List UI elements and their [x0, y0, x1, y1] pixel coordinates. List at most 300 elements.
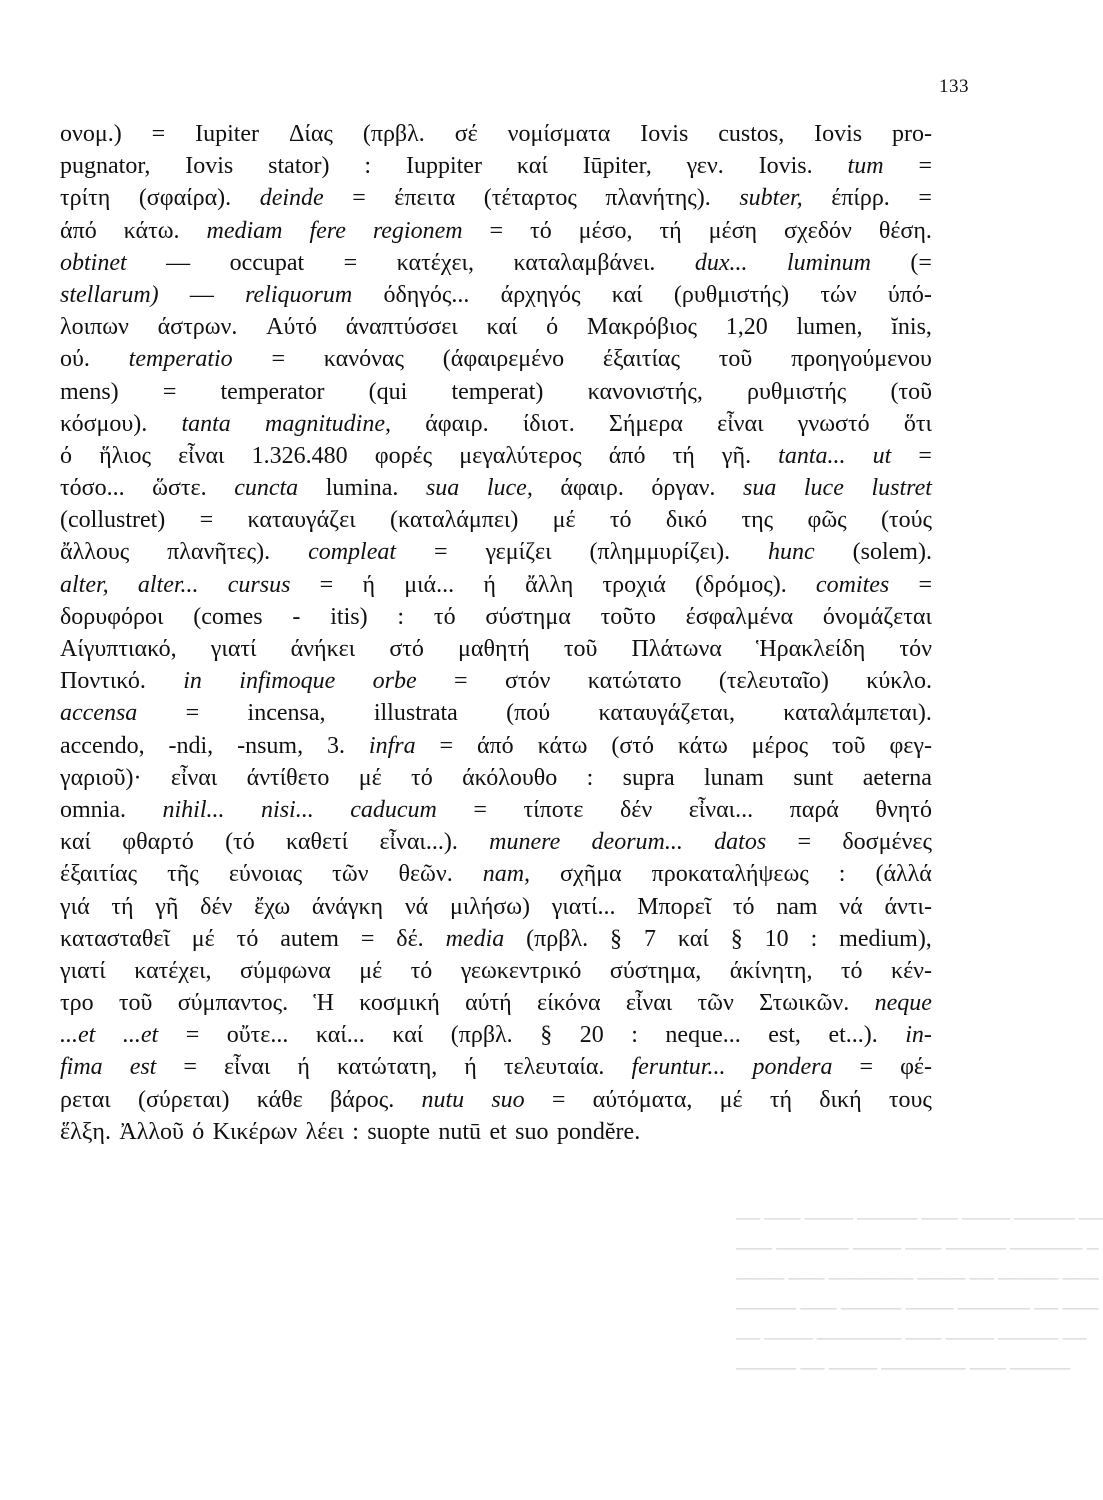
word: nutū	[438, 1118, 482, 1145]
word: τό	[530, 217, 552, 244]
word: καί	[486, 314, 518, 341]
word: εἶναι	[178, 442, 225, 469]
word: 3.	[327, 732, 345, 759]
word: προκαταλήψεως	[651, 861, 809, 888]
word: (πρβλ.	[450, 1022, 513, 1049]
word: medium),	[839, 925, 932, 952]
word: =	[185, 1022, 200, 1049]
word: τοῦ	[718, 346, 753, 373]
word: κύκλο.	[866, 668, 932, 695]
text-line	[60, 1019, 932, 1051]
word: τῆς	[167, 861, 199, 888]
word: φεγ-	[889, 732, 932, 759]
latin-term: compleat	[308, 539, 397, 566]
latin-term: subter,	[739, 185, 803, 212]
text-line	[60, 408, 932, 440]
word: δέ.	[396, 925, 424, 952]
word: (πλημμυρίζει).	[589, 539, 731, 566]
word: σύστημα	[485, 603, 571, 630]
word: 10	[764, 925, 789, 952]
word: ή	[362, 571, 375, 598]
word: :	[586, 764, 594, 791]
word: άκόλουθο	[462, 764, 558, 791]
word: μιλήσω)	[449, 893, 530, 920]
word: =	[151, 121, 166, 147]
word: τή	[769, 1086, 793, 1113]
word: =	[433, 539, 448, 566]
word: μέρος	[751, 732, 809, 759]
word: =	[918, 442, 932, 469]
word: καί	[677, 925, 709, 952]
latin-term: cuncta	[234, 475, 299, 502]
word: τελευταία.	[503, 1054, 605, 1081]
word: stator)	[268, 153, 330, 180]
word: ύπό-	[887, 281, 932, 308]
latin-term: datos	[714, 829, 767, 856]
text-line	[60, 536, 932, 568]
latin-term: reliquorum	[245, 281, 353, 308]
latin-term: alter,	[60, 571, 109, 598]
word: ό	[546, 314, 559, 341]
word: γεν.	[686, 153, 724, 180]
word: Iovis.	[758, 153, 813, 180]
latin-term: tanta	[181, 410, 231, 437]
text-line	[60, 762, 932, 794]
word: (qui	[368, 378, 408, 405]
text-line	[60, 569, 932, 601]
latin-term: sua	[425, 475, 460, 502]
text-line	[60, 376, 932, 408]
word: ἄλλη	[525, 571, 574, 598]
word: φορές	[374, 442, 433, 469]
word: 20	[579, 1022, 604, 1049]
word: τῶν	[332, 861, 369, 888]
commentary-text	[60, 118, 932, 1148]
word: §	[730, 925, 743, 952]
word: τό	[410, 957, 433, 984]
word: illustrata	[373, 700, 458, 727]
latin-term: fima	[60, 1054, 103, 1081]
word: (πρβλ.	[362, 121, 425, 147]
word: καί	[611, 281, 643, 308]
word: accendo,	[60, 732, 145, 759]
latin-term: orbe	[372, 668, 417, 695]
word: καταυγάζεται,	[598, 700, 735, 727]
word: γεμίζει	[485, 539, 552, 566]
word: εἶναι	[717, 410, 764, 437]
word: Iovis	[640, 121, 689, 147]
word: τό	[609, 507, 632, 534]
word: της	[741, 507, 774, 534]
word: Δίας	[288, 121, 333, 147]
word: αύτόματα,	[592, 1086, 693, 1113]
word: μέ	[719, 1086, 743, 1113]
word: mens)	[60, 378, 119, 405]
word: =	[185, 700, 200, 727]
word: κοσμική	[359, 990, 440, 1017]
word: δική	[819, 1086, 862, 1113]
word: άκίνητη,	[729, 957, 813, 984]
word: σύστημα,	[609, 957, 702, 984]
word: γιατί	[210, 636, 257, 662]
word: εύνοιας	[228, 861, 303, 888]
word: έξαιτίας	[602, 346, 680, 373]
word: (=	[910, 249, 932, 276]
word: (τό	[225, 829, 255, 856]
latin-term: sua	[742, 475, 777, 502]
word: :	[352, 1118, 359, 1145]
word: άρχηγός	[500, 281, 581, 308]
word: δικό	[665, 507, 708, 534]
latin-term: obtinet	[60, 249, 127, 276]
word: lumina.	[325, 475, 399, 502]
word: pro-	[892, 121, 932, 147]
word: μέ	[191, 925, 215, 952]
text-line	[60, 794, 932, 826]
word: Iovis	[814, 121, 863, 147]
word: Ἡρακλείδη	[756, 636, 866, 662]
text-line	[60, 826, 932, 858]
word: κατώτατο	[587, 668, 682, 695]
latin-term: dux...	[694, 249, 748, 276]
text-line	[60, 150, 932, 182]
word: πλανήτης).	[605, 185, 711, 212]
word: =	[859, 1054, 874, 1081]
word: γαριοῦ)·	[60, 764, 142, 791]
word: τό	[236, 925, 259, 952]
word: στόν	[504, 668, 551, 695]
word: άνήκει	[290, 636, 356, 662]
text-line	[60, 440, 932, 472]
word: supra	[622, 764, 675, 791]
word: όργαν.	[651, 475, 716, 502]
latin-term: stellarum)	[60, 281, 159, 308]
word: άπό	[476, 732, 514, 759]
word: εἶναι	[625, 990, 673, 1017]
word: neque...	[665, 1022, 741, 1049]
word: καταυγάζει	[247, 507, 356, 534]
latin-term: nisi...	[261, 796, 314, 823]
word: (τέταρτος	[483, 185, 577, 212]
word: ρυθμιστής	[746, 378, 847, 405]
word: μέσο,	[578, 217, 633, 244]
word: (τούς	[880, 507, 932, 534]
latin-term: nutu	[421, 1086, 465, 1113]
word: τόσο...	[60, 475, 125, 502]
word: κατέχει,	[396, 249, 475, 276]
word: ή	[464, 1054, 477, 1081]
word: est,	[768, 1022, 801, 1049]
word: =	[360, 925, 375, 952]
word: (σύρεται)	[137, 1086, 230, 1113]
word: τοῦ	[118, 990, 153, 1017]
word: νά	[839, 893, 863, 920]
word: προηγούμενου	[791, 346, 932, 373]
word: κάτω.	[123, 217, 180, 244]
word: Αύτό	[266, 314, 317, 341]
word: =	[271, 346, 285, 373]
word: =	[343, 249, 358, 276]
word: =	[162, 378, 177, 405]
latin-term: in-	[905, 1022, 932, 1049]
text-line	[60, 1116, 932, 1148]
word: :	[838, 861, 846, 888]
word: suopte	[367, 1118, 430, 1145]
word: Σήμερα	[608, 410, 683, 437]
text-line	[60, 1051, 932, 1083]
word: :	[397, 603, 405, 630]
word: ή	[297, 1054, 310, 1081]
text-line	[60, 858, 932, 890]
word: άντι-	[884, 893, 932, 920]
latin-term: ...et	[60, 1022, 96, 1049]
word: άνάγκη	[311, 893, 384, 920]
word: τών	[820, 281, 857, 308]
word: τοῦτο	[600, 603, 656, 630]
word: itis)	[330, 603, 368, 630]
word: temperat)	[451, 378, 544, 405]
latin-term: munere	[489, 829, 561, 856]
word: κάθε	[256, 1086, 303, 1113]
word: ού.	[60, 346, 90, 373]
word: τό	[732, 893, 755, 920]
text-line	[60, 504, 932, 536]
word: αύτή	[465, 990, 512, 1017]
latin-term: ut	[872, 442, 892, 469]
word: =	[319, 571, 334, 598]
word: ὥστε.	[152, 475, 207, 502]
word: (solem).	[852, 539, 932, 566]
text-line	[60, 182, 932, 214]
word: nam	[776, 893, 818, 920]
word: ίδιοτ.	[522, 410, 575, 437]
text-line	[60, 923, 932, 955]
text-line	[60, 601, 932, 633]
word: (comes	[193, 603, 263, 630]
latin-term: nam,	[482, 861, 531, 888]
word: =	[439, 732, 454, 759]
word: δοσμένες	[842, 829, 932, 856]
word: τῶν	[697, 990, 734, 1017]
word: ἔχω	[254, 893, 291, 920]
word: pugnator,	[60, 153, 151, 180]
latin-term: neque	[874, 990, 932, 1017]
word: καί...	[315, 1022, 365, 1049]
word: κάτω	[537, 732, 588, 759]
text-line	[60, 697, 932, 729]
word: ἥλιος	[99, 442, 151, 469]
word: —	[189, 281, 214, 308]
word: Κικέρων	[212, 1118, 298, 1145]
text-line	[60, 343, 932, 375]
word: (στό	[611, 732, 654, 759]
word: έπίρρ.	[831, 185, 890, 212]
word: τρίτη	[60, 185, 111, 212]
word: γῆ.	[721, 442, 752, 469]
word: =	[183, 1054, 197, 1081]
word: νομίσματα	[507, 121, 611, 147]
word: όνομάζεται	[822, 603, 932, 630]
word: κόσμου).	[60, 410, 148, 437]
word: -ndi,	[168, 732, 214, 759]
word: =	[352, 185, 366, 212]
text-line	[60, 311, 932, 343]
word: omnia.	[60, 796, 126, 823]
latin-term: regionem	[372, 217, 463, 244]
word: =	[199, 507, 214, 534]
word: άφαιρ.	[560, 475, 624, 502]
latin-term: pondera	[752, 1054, 833, 1081]
page-number: 133	[939, 76, 969, 97]
latin-term: infra	[368, 732, 416, 759]
word: =	[551, 1086, 566, 1113]
latin-term: cursus	[227, 571, 291, 598]
word: θνητό	[875, 796, 932, 823]
word: κανόνας	[323, 346, 405, 373]
text-line	[60, 247, 932, 279]
word: (τοῦ	[890, 378, 932, 405]
word: πλανῆτες).	[167, 539, 271, 566]
word: =	[454, 668, 468, 695]
word: ὅτι	[903, 410, 932, 437]
word: §	[610, 925, 623, 952]
word: μέ	[552, 507, 576, 534]
word: (collustret)	[60, 507, 166, 534]
text-line	[60, 955, 932, 987]
latin-term: alter...	[137, 571, 199, 598]
word: Μπορεῖ	[637, 893, 712, 920]
word: άπό	[608, 442, 646, 469]
word: =	[797, 829, 812, 856]
text-line	[60, 665, 932, 697]
word: γνωστό	[797, 410, 870, 437]
word: custos,	[718, 121, 785, 147]
word: ĭnis,	[891, 314, 932, 341]
word: Iupiter	[195, 121, 260, 147]
word: μιά...	[404, 571, 455, 598]
word: ἕλξη.	[60, 1118, 111, 1145]
word: κατέχει,	[134, 957, 212, 984]
word: (δρόμος).	[695, 571, 787, 598]
word: εἶναι	[170, 764, 218, 791]
word: εἶναι...).	[379, 829, 458, 856]
word: τή	[659, 217, 682, 244]
text-line	[60, 987, 932, 1019]
word: άπό	[60, 217, 97, 244]
word: τό	[840, 957, 863, 984]
text-line	[60, 891, 932, 923]
word: τοῦ	[832, 732, 866, 759]
latin-term: tum	[847, 153, 884, 180]
latin-term: temperatio	[128, 346, 233, 373]
word: θεῶν.	[398, 861, 453, 888]
word: άστρων.	[157, 314, 238, 341]
word: autem	[280, 925, 339, 952]
word: §	[540, 1022, 553, 1049]
latin-term: luminum	[786, 249, 871, 276]
text-line	[60, 730, 932, 762]
word: Στωικῶν.	[759, 990, 850, 1017]
word: άντίθετο	[246, 764, 330, 791]
word: et	[489, 1118, 507, 1145]
text-line	[60, 279, 932, 311]
word: νά	[404, 893, 429, 920]
word: γιά	[60, 893, 90, 920]
word: ό	[60, 442, 72, 469]
word: φῶς	[807, 507, 847, 534]
word: et...).	[828, 1022, 878, 1049]
word: καταλάμπεται).	[783, 700, 932, 727]
word: δέν	[619, 796, 653, 823]
word: τους	[888, 1086, 932, 1113]
word: Iovis	[185, 153, 234, 180]
word: καί	[516, 153, 548, 180]
word: δέν	[200, 893, 233, 920]
word: =	[489, 217, 504, 244]
word: (καταλάμπει)	[389, 507, 519, 534]
word: Iūpiter,	[582, 153, 652, 180]
word: βάρος.	[329, 1086, 395, 1113]
latin-term: nihil...	[162, 796, 225, 823]
text-line	[60, 633, 932, 665]
latin-term: mediam	[206, 217, 283, 244]
latin-term: infimoque	[239, 668, 336, 695]
word: (σφαίρα).	[138, 185, 232, 212]
word: γῆ	[155, 893, 179, 920]
word: λέει	[305, 1118, 344, 1145]
latin-term: hunc	[768, 539, 815, 566]
word: τό	[411, 764, 433, 791]
word: Πλάτωνα	[631, 636, 722, 662]
word: —	[166, 249, 191, 276]
word: έσφαλμένα	[685, 603, 794, 630]
word: =	[918, 153, 932, 180]
word: έπειτα	[394, 185, 456, 212]
word: γιατί	[60, 957, 106, 984]
word: τόν	[899, 636, 932, 662]
word: άφαιρ.	[425, 410, 489, 437]
word: lumen,	[796, 314, 863, 341]
latin-term: in	[183, 668, 202, 695]
word: Μακρόβιος	[586, 314, 698, 341]
word: ἄλλους	[60, 539, 130, 566]
latin-term: luce,	[486, 475, 533, 502]
word: στό	[389, 636, 424, 662]
word: μαθητή	[458, 636, 530, 662]
word: ρεται	[60, 1086, 111, 1113]
latin-term: deinde	[259, 185, 324, 212]
word: suo	[515, 1118, 549, 1145]
word: Ἀλλοῦ	[119, 1118, 184, 1145]
word: κατώτατη,	[336, 1054, 438, 1081]
word: τροχιά	[602, 571, 666, 598]
word: Αίγυπτιακό,	[60, 636, 177, 662]
word: καί	[392, 1022, 424, 1049]
latin-term: feruntur...	[631, 1054, 726, 1081]
word: 1,20	[725, 314, 768, 341]
word: μεγαλύτερος	[459, 442, 582, 469]
word: aeterna	[862, 764, 932, 791]
word: 1.326.480	[251, 442, 348, 469]
word: τοῦ	[563, 636, 598, 662]
word: Ποντικό.	[60, 668, 146, 695]
word: pondĕre.	[556, 1118, 641, 1145]
word: μέση	[708, 217, 758, 244]
word: ονομ.)	[60, 121, 122, 147]
word: :	[810, 925, 818, 952]
text-line	[60, 215, 932, 247]
word: τρο	[60, 990, 94, 1017]
